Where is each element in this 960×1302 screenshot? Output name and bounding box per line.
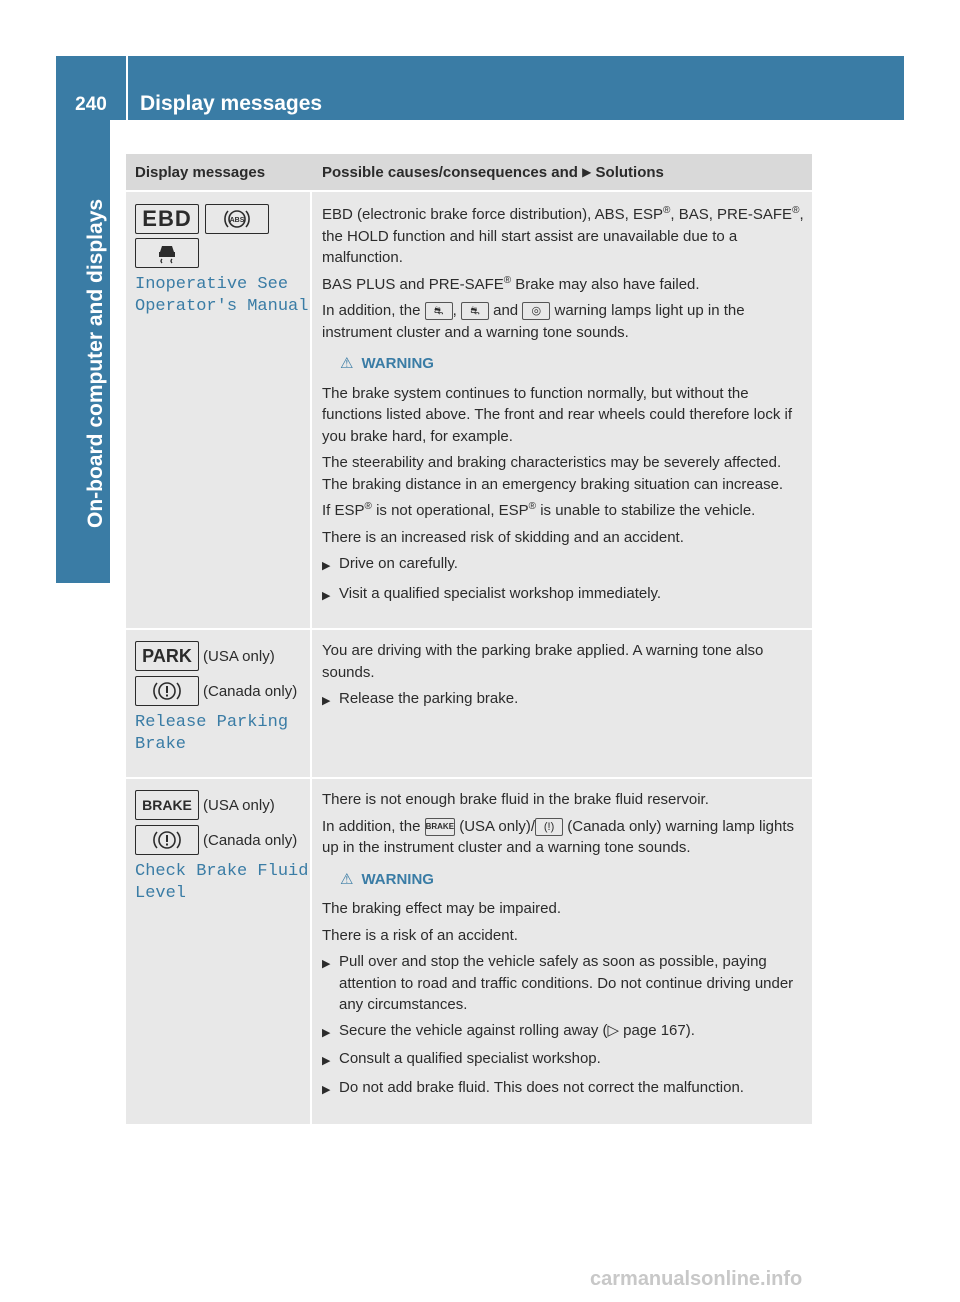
solution-step: ▶ Consult a qualified specialist workshop. [322,1048,804,1073]
arrow-right-icon: ▶ [582,165,592,179]
solution-step: ▶ Visit a qualified specialist workshop immediately. [322,583,804,608]
solution-step: ▶ Secure the vehicle against rolling away (▷ page 167). [322,1020,804,1045]
arrow-right-icon: ▶ [322,1026,331,1039]
arrow-right-icon: ▶ [322,1055,331,1067]
warning-heading: ⚠ WARNING [340,869,804,891]
display-message-text: Inoperative See Operator's Manual [135,275,309,316]
display-message-cell: PARK (USA only) (Canada only) Release Parking Brake [126,630,312,777]
svg-text:ABS: ABS [229,217,245,224]
arrow-right-icon: ▶ [322,695,331,707]
page-number: 240 [75,94,107,115]
warning-triangle-icon: ⚠ [340,355,354,372]
brake-circle-mini-icon: (!) [535,818,563,836]
watermark: carmanualsonline.info [590,1268,803,1290]
esp-skid-lamp-icon [135,238,199,268]
solution-step: ▶ Pull over and stop the vehicle safely as soon as possible, paying attention to road and traffic conditions. Do not continue driving under any circumstances. [322,951,804,1016]
brake-circle-lamp-icon [135,676,199,706]
arrow-right-icon: ▶ [322,589,331,602]
causes-solutions-cell: EBD (electronic brake force distribution), ABS, ESP®, BAS, PRE-SAFE®, the HOLD function and hill start assist are unavailable due to a malfunction. BAS PLUS and PRE-SAFE® Brake may also have failed. In addition, the ⛐ , ⛐ and ◎ warning lamps light up in the instrument cluster and a warning tone sounds. ⚠ WARNING The brake system continues to function normally, but without the functions listed above. The front and rear wheels could therefore lock if you brake hard, for example. The steerability and braking characteristics may be severely affected. The braking distance in an emergency braking situation can increase. If ESP® is not operational, ESP® is unable to stabilize the vehicle. There is an increased risk of skidding and an accident. ▶ Drive on carefully. ▶ Visit a qualified specialist workshop immediately. [312,192,812,628]
display-messages-table [126,154,812,1124]
causes-solutions-cell: You are driving with the parking brake applied. A warning tone also sounds. ▶ Release the parking brake. [312,630,812,777]
table-row [126,777,812,1124]
abs-lamp-icon [205,204,269,234]
solution-step: ▶ Release the parking brake. [322,688,804,713]
esp-off-lamp-icon: ⛐ [461,302,489,320]
brake-mini-icon: BRAKE [425,818,455,836]
section-label: On-board computer and displays [84,198,107,528]
col-causes-solutions: Possible causes/consequences and ▶ Solutions [322,163,664,181]
header-divider [126,56,128,120]
display-message-cell [126,192,312,628]
arrow-right-icon: ▶ [322,958,331,970]
table-row [126,190,812,628]
brake-lamp-icon: BRAKE [135,790,199,820]
table-row [126,628,812,777]
abs-mini-icon: ◎ [522,302,550,320]
park-lamp-icon: PARK [135,641,199,671]
causes-solutions-cell: There is not enough brake fluid in the brake fluid reservoir. In addition, the BRAKE (USA only)/ (!) (Canada only) warning lamp lights up in the instrument cluster and a warning tone sounds. ⚠ WARNING The braking effect may be impaired. There is a risk of an accident. ▶ Pull over and stop the vehicle safely as soon as possible, paying attention to road and traffic conditions. Do not continue driving under any circumstances. ▶ Secure the vehicle against rolling away (▷ page 167). ▶ Consult a qualified specialist workshop. ▶ Do not add brake fluid. This does not correct the malfunction. [312,779,812,1124]
display-message-text: Check Brake Fluid Level [135,862,309,903]
solution-step: ▶ Drive on carefully. [322,553,804,578]
solution-step: ▶ Do not add brake fluid. This does not correct the malfunction. [322,1077,804,1102]
brake-circle-lamp-icon [135,825,199,855]
display-message-text: Release Parking Brake [135,713,289,754]
arrow-right-icon: ▶ [322,1083,331,1096]
esp-lamp-icon: ⛐ [425,302,453,320]
page-title: Display messages [140,92,323,115]
table-header [126,154,812,190]
warning-heading: ⚠ WARNING [340,353,804,375]
display-message-cell: BRAKE (USA only) (Canada only) Check Brake Fluid Level [126,779,312,1124]
arrow-right-icon: ▶ [322,560,331,572]
page-header [56,56,904,120]
col-display-messages: Display messages [135,163,266,181]
warning-triangle-icon: ⚠ [340,870,354,888]
ebd-lamp-icon: EBD [135,204,199,234]
